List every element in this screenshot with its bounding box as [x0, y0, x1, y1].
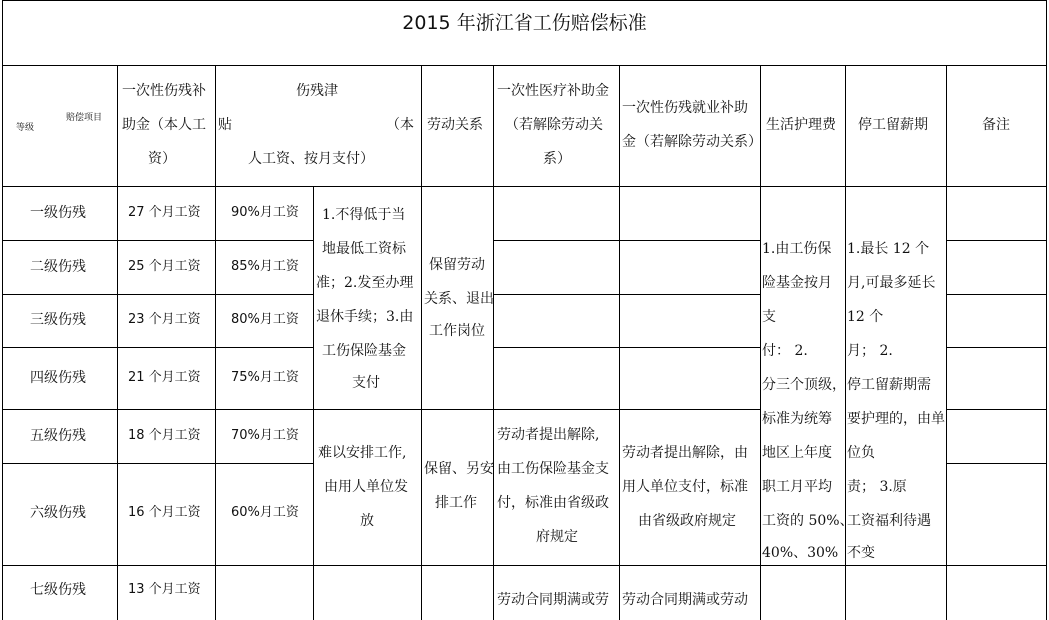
- leave-note-line4: 月； 2.: [847, 343, 893, 359]
- medical-note-7: 劳动合同期满或劳: [497, 592, 609, 608]
- header-remarks: 备注: [982, 117, 1010, 133]
- medical-note-5-6-line1: 劳动者提出解除,: [497, 427, 600, 443]
- leave-note-line1: 1.最长 12 个: [847, 241, 930, 257]
- leave-note-line3: 12 个: [847, 309, 884, 325]
- row-3-allowance: 80%月工资: [231, 312, 299, 327]
- corner-grade-label: 等级: [16, 123, 35, 133]
- employment-note-5-6-line3: 由省级政府规定: [638, 513, 736, 529]
- header-lump-sum-line1: 一次性伤残补: [122, 83, 206, 99]
- employment-note-5-6-line2: 用人单位支付，标准: [622, 479, 748, 495]
- relation-note-1-4-line3: 工作岗位: [429, 323, 485, 339]
- care-note-line2: 险基金按月: [762, 275, 832, 291]
- leave-note-line10: 不变: [847, 545, 875, 561]
- header-lump-sum-line3: 资）: [148, 151, 176, 167]
- relation-note-1-4-line1: 保留劳动: [429, 257, 485, 273]
- header-medical-line1: 一次性医疗补助金: [497, 83, 609, 99]
- employment-note-5-6-line1: 劳动者提出解除，由: [622, 445, 748, 461]
- leave-note-line6: 要护理的，由单: [847, 411, 945, 427]
- payment-note-1-4-line1: 1.不得低于当: [322, 207, 406, 223]
- row-3-grade: 三级伤残: [30, 312, 86, 328]
- relation-note-5-6-line2: 排工作: [435, 495, 477, 511]
- header-labor-relation: 劳动关系: [427, 117, 483, 133]
- row-6-lump: 16 个月工资: [128, 505, 201, 520]
- care-note-line6: 标准为统筹: [762, 411, 832, 427]
- employment-note-7: 劳动合同期满或劳动: [622, 592, 748, 608]
- care-note-line1: 1.由工伤保: [762, 241, 832, 257]
- payment-note-5-6-line3: 放: [360, 513, 374, 529]
- row-5-allowance: 70%月工资: [231, 428, 299, 443]
- row-1-lump: 27 个月工资: [128, 205, 201, 220]
- row-4-lump: 21 个月工资: [128, 370, 201, 385]
- relation-note-1-4-line2: 关系、退出: [424, 291, 494, 307]
- row-5-grade: 五级伤残: [30, 428, 86, 444]
- leave-note-line9: 工资福利待遇: [847, 513, 931, 529]
- leave-note-line2: 月,可最多延长: [847, 275, 936, 291]
- leave-note-line8: 责； 3.原: [847, 479, 907, 495]
- row-2-allowance: 85%月工资: [231, 259, 299, 274]
- payment-note-5-6-line1: 难以安排工作,: [318, 445, 407, 461]
- medical-note-5-6-line2: 由工伤保险基金支: [497, 461, 609, 477]
- header-care-fee: 生活护理费: [766, 117, 836, 133]
- payment-note-1-4-line5: 工伤保险基金: [322, 343, 406, 359]
- row-7-lump: 13 个月工资: [128, 582, 201, 597]
- row-1-allowance: 90%月工资: [231, 205, 299, 220]
- header-allowance-right: （本: [386, 117, 414, 133]
- header-medical-line2: （若解除劳动关: [505, 117, 603, 133]
- payment-note-1-4-line3: 准；2.发至办理: [316, 275, 414, 291]
- header-employment-line1: 一次性伤残就业补助: [622, 100, 748, 116]
- payment-note-1-4-line6: 支付: [352, 375, 380, 391]
- corner-item-label: 赔偿项目: [66, 113, 103, 123]
- table-border-right: [1046, 0, 1047, 620]
- row-2-grade: 二级伤残: [30, 259, 86, 275]
- header-medical-line3: 系）: [543, 151, 571, 167]
- row-6-grade: 六级伤残: [30, 505, 86, 521]
- row-6-allowance: 60%月工资: [231, 505, 299, 520]
- medical-note-5-6-line4: 府规定: [536, 529, 578, 545]
- medical-note-5-6-line3: 付，标准由省级政: [497, 495, 609, 511]
- row-2-lump: 25 个月工资: [128, 259, 201, 274]
- payment-note-5-6-line2: 由用人单位发: [324, 479, 408, 495]
- care-note-line8: 职工月平均: [762, 479, 832, 495]
- care-note-line7: 地区上年度: [762, 445, 832, 461]
- row-4-grade: 四级伤残: [30, 370, 86, 386]
- care-note-line5: 分三个顶级，: [762, 377, 846, 393]
- care-note-line10: 40%、30%: [762, 545, 839, 561]
- care-note-line9: 工资的 50%、: [762, 513, 854, 529]
- row-1-grade: 一级伤残: [30, 205, 86, 221]
- header-allowance-left: 贴: [218, 117, 232, 133]
- leave-note-line7: 位负: [847, 445, 875, 461]
- table-border-top: [2, 0, 1047, 1]
- header-lump-sum-line2: 助金（本人工: [122, 117, 206, 133]
- care-note-line3: 支: [762, 309, 776, 325]
- row-7-grade: 七级伤残: [30, 582, 86, 598]
- page-title: 2015 年浙江省工伤赔偿标准: [402, 12, 647, 34]
- payment-note-1-4-line4: 退休手续；3.由: [316, 309, 414, 325]
- table-border-title: [2, 65, 1047, 66]
- leave-note-line5: 停工留薪期需: [847, 377, 931, 393]
- header-employment-line2: 金（若解除劳动关系）: [622, 134, 762, 150]
- header-allowance-bottom: 人工资、按月支付）: [248, 151, 374, 167]
- row-3-lump: 23 个月工资: [128, 312, 201, 327]
- row-5-lump: 18 个月工资: [128, 428, 201, 443]
- relation-note-5-6-line1: 保留、另安: [424, 461, 494, 477]
- payment-note-1-4-line2: 地最低工资标: [322, 241, 406, 257]
- header-paid-leave: 停工留薪期: [858, 117, 928, 133]
- table-border-left: [2, 0, 3, 620]
- row-4-allowance: 75%月工资: [231, 370, 299, 385]
- header-allowance-top: 伤残津: [296, 83, 338, 99]
- care-note-line4: 付： 2.: [762, 343, 808, 359]
